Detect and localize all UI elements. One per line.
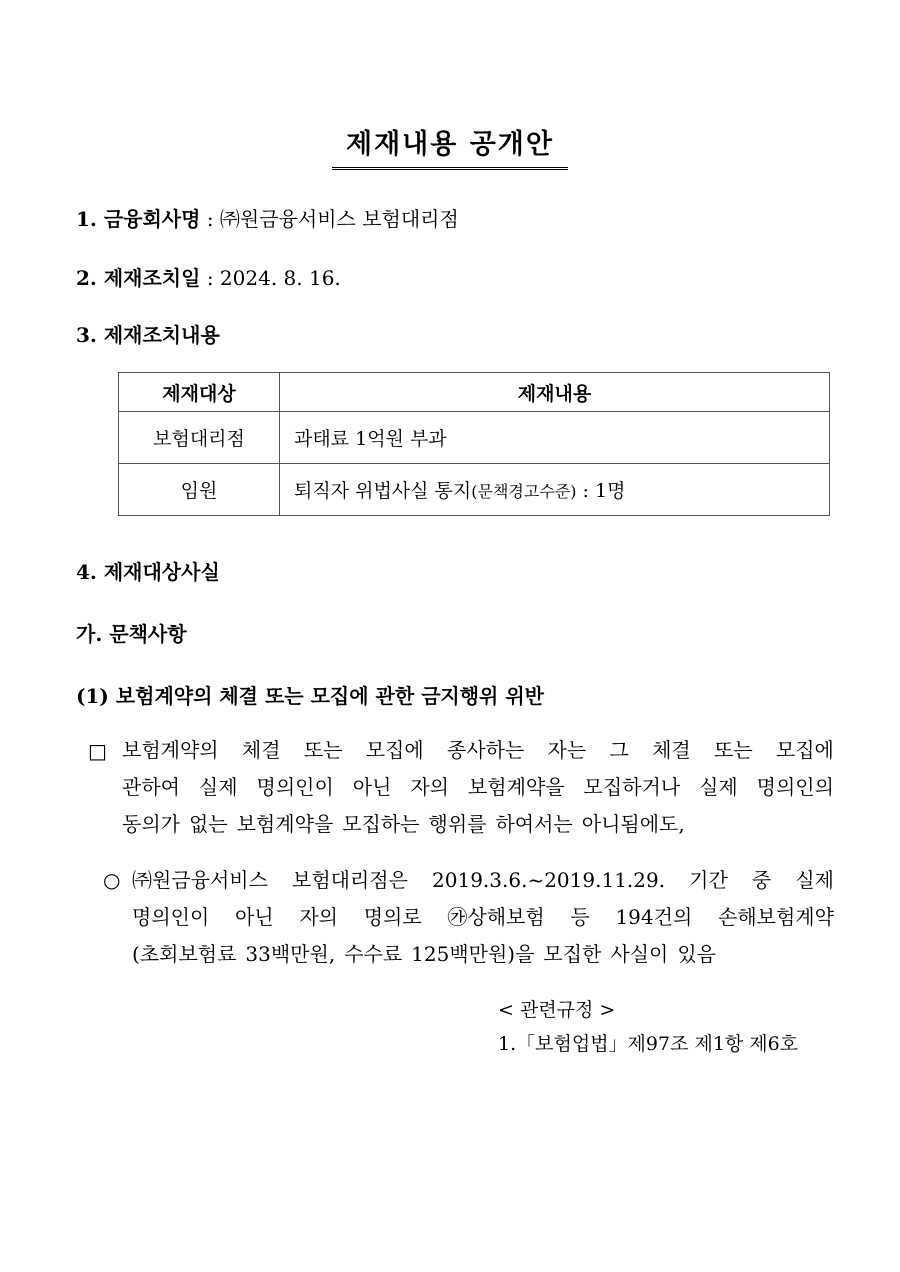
document-title: 제재내용 공개안 — [332, 122, 568, 170]
word: 모집하거나 — [583, 775, 681, 799]
word: 없는 — [188, 812, 228, 836]
word: 194건의 — [615, 905, 693, 929]
word: 손해보험계약 — [718, 905, 834, 929]
word: 동의가 — [122, 812, 180, 836]
word: 명의인이 — [256, 775, 334, 799]
table-cell-content — [280, 412, 830, 464]
table-header-content: 제재내용 — [280, 373, 830, 412]
word: 125백만원)을 — [411, 942, 535, 966]
word: 자의 — [299, 905, 338, 929]
sanction-table — [118, 372, 830, 516]
title-container — [0, 122, 900, 170]
word: 모집에 — [775, 738, 834, 762]
word: 자의 — [410, 775, 449, 799]
word: 중 — [751, 868, 772, 892]
item-company-label: 1. 금융회사명 — [76, 207, 201, 231]
word: 종사하는 — [446, 738, 525, 762]
word: 아닌 — [235, 905, 274, 929]
item-date — [76, 262, 341, 291]
word: ㉮상해보험 — [447, 905, 545, 929]
table-cell-target: 보험대리점 — [119, 412, 280, 464]
word: 사실이 — [610, 942, 669, 966]
section-ga-label: 가. 문책사항 — [76, 622, 187, 646]
table-cell-content — [280, 464, 830, 516]
square-bullet-icon: □ — [88, 739, 107, 763]
word: 행위를 — [428, 812, 487, 836]
word: 보험계약을 — [467, 775, 565, 799]
word: 모집에 — [365, 738, 424, 762]
word: 아니됨에도, — [581, 812, 685, 836]
item-company-value: ㈜원금융서비스 보험대리점 — [219, 207, 459, 231]
paragraph-rule — [122, 732, 834, 843]
word: 하여서는 — [495, 812, 573, 836]
paragraph-fact — [132, 862, 834, 973]
word: 체결 — [241, 738, 281, 762]
word: 기간 — [689, 868, 728, 892]
word: 체결 — [652, 738, 691, 762]
regulation-item: 1.「보험업법」제97조 제1항 제6호 — [498, 1033, 799, 1055]
word: 또는 — [714, 738, 753, 762]
word: 수수료 — [344, 942, 403, 966]
word: 보험계약을 — [236, 812, 334, 836]
subsection-1-label: (1) 보험계약의 체결 또는 모집에 관한 금지행위 위반 — [76, 684, 544, 708]
paragraph-line — [132, 936, 834, 973]
word: 아닌 — [352, 775, 392, 799]
word: 명의인의 — [756, 775, 834, 799]
table-cell-suffix: : 1명 — [576, 480, 626, 502]
table-cell-note: (문책경고수준) — [471, 482, 577, 501]
table-row — [119, 464, 830, 516]
word: 자는 — [547, 738, 587, 762]
table-header-row — [119, 373, 830, 412]
word: 또는 — [303, 738, 343, 762]
item-date-value: 2024. 8. 16. — [219, 266, 341, 290]
word: 있음 — [677, 942, 716, 966]
item-measures — [76, 319, 220, 348]
item-date-label: 2. 제재조치일 — [76, 266, 201, 290]
word: 모집한 — [543, 942, 602, 966]
paragraph-line — [132, 899, 834, 936]
word: 보험대리점은 — [292, 868, 408, 892]
word: 2019.3.6.~2019.11.29. — [432, 868, 666, 892]
item-facts-label: 4. 제재대상사실 — [76, 560, 220, 584]
word: 실제 — [198, 775, 238, 799]
item-date-separator: : — [206, 266, 214, 290]
word: (초회보험료 — [132, 942, 237, 966]
regulation-heading: < 관련규정 > — [498, 999, 616, 1021]
word: 그 — [609, 738, 629, 762]
item-measures-label: 3. 제재조치내용 — [76, 323, 220, 347]
word: 모집하는 — [342, 812, 420, 836]
table-cell-target: 임원 — [119, 464, 280, 516]
item-company — [76, 203, 459, 232]
paragraph-line — [132, 862, 834, 899]
paragraph-line — [122, 732, 834, 769]
word: 실제 — [795, 868, 834, 892]
item-company-separator: : — [206, 207, 214, 231]
word: 등 — [570, 905, 590, 929]
word: 실제 — [699, 775, 738, 799]
word: 관하여 — [122, 775, 180, 799]
table-header-target: 제재대상 — [119, 373, 280, 412]
word: 명의로 — [363, 905, 422, 929]
word: 33백만원, — [245, 942, 336, 966]
circle-bullet-icon: ○ — [103, 868, 121, 892]
paragraph-line — [122, 769, 834, 806]
table-cell-content-text: 퇴직자 위법사실 통지 — [294, 480, 472, 502]
word: 명의인이 — [132, 905, 210, 929]
word: ㈜원금융서비스 — [132, 868, 268, 892]
table-cell-content-text: 과태료 1억원 부과 — [294, 428, 447, 450]
paragraph-line — [122, 806, 834, 843]
word: 보험계약의 — [122, 738, 219, 762]
table-row — [119, 412, 830, 464]
